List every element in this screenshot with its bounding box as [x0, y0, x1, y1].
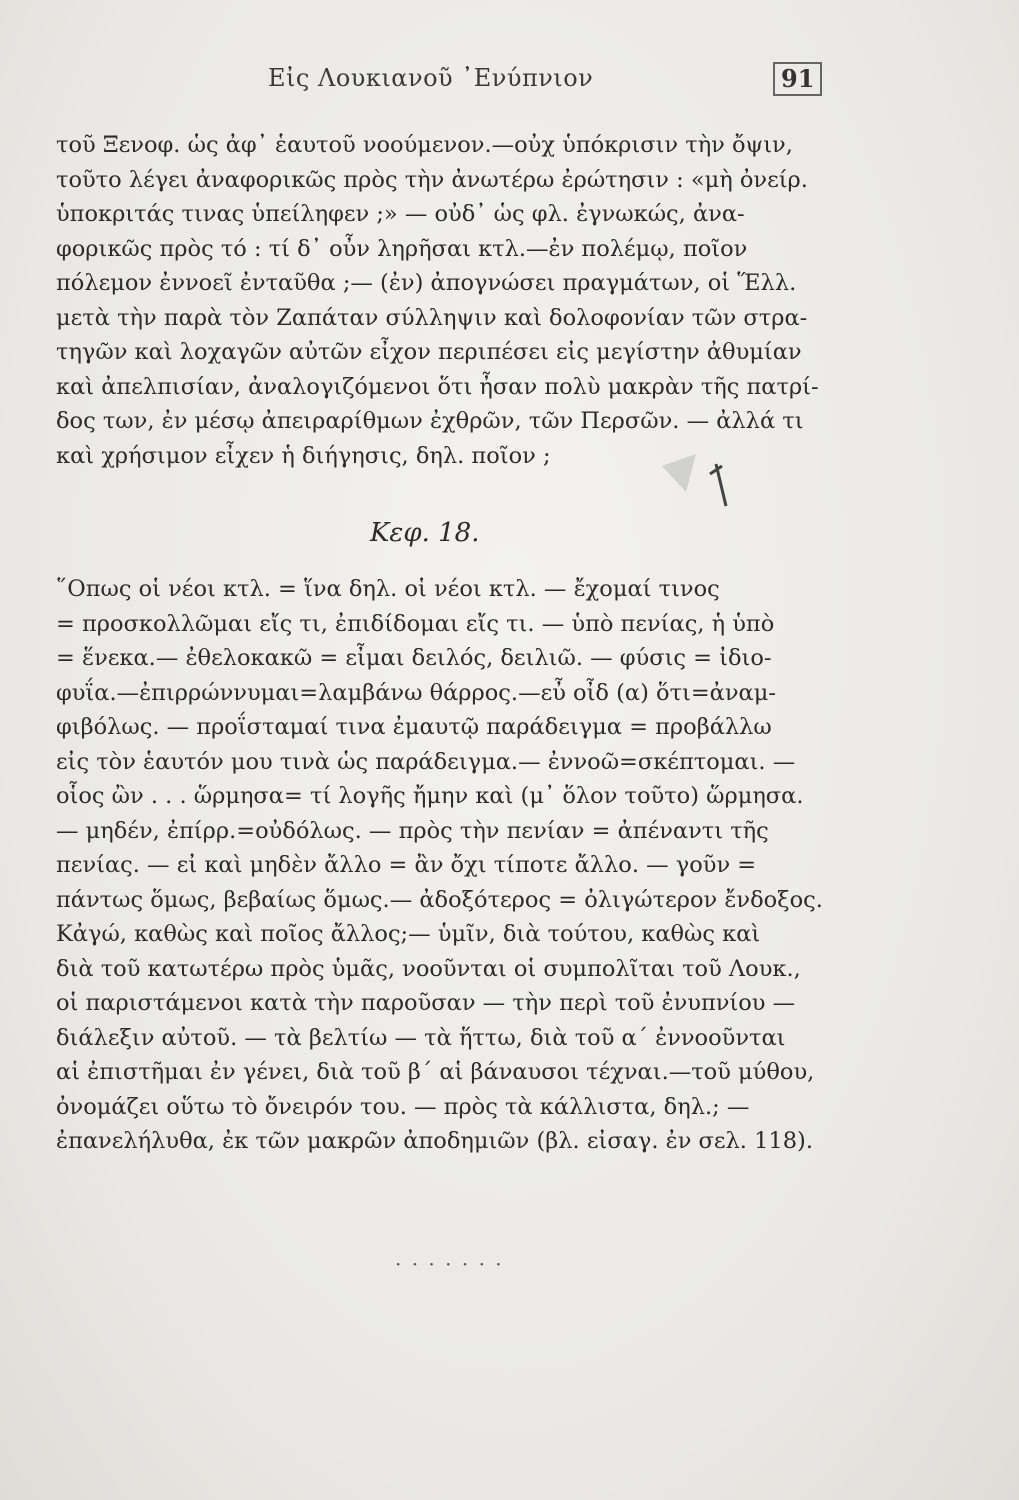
text-line: φιβόλως. — προΐσταμαί τινα ἐμαυτῷ παράδειγμα = προβάλλω: [56, 714, 772, 740]
text-line: εἰς τὸν ἑαυτόν μου τινὰ ὡς παράδειγμα.— ἐννοῶ=σκέπτομαι. —: [56, 748, 796, 775]
text-line: μετὰ τὴν παρὰ τὸν Ζαπάταν σύλληψιν καὶ δολοφονίαν τῶν στρα-: [56, 304, 808, 331]
text-line: οἷος ὢν . . . ὥρμησα= τί λογῆς ἤμην καὶ (μ᾿ ὅλον τοῦτο) ὥρμησα.: [56, 783, 804, 809]
text-line: διάλεξιν αὐτοῦ. — τὰ βελτίω — τὰ ἥττω, διὰ τοῦ α΄ ἐννοοῦνται: [56, 1024, 786, 1051]
text-line: αἱ ἐπιστῆμαι ἐν γένει, διὰ τοῦ β΄ αἱ βάναυσοι τέχναι.—τοῦ μύθου,: [56, 1059, 815, 1085]
text-line: τηγῶν καὶ λοχαγῶν αὐτῶν εἶχον περιπέσει εἰς μεγίστην ἀθυμίαν: [56, 339, 802, 365]
text-line: τοῦ Ξενοφ. ὡς ἀφ᾿ ἑαυτοῦ νοούμενον.—οὐχ ὑπόκρισιν τὴν ὄψιν,: [56, 132, 793, 158]
text-line: πόλεμον ἐννοεῖ ἐνταῦθα ;— (ἐν) ἀπογνώσει πραγμάτων, οἱ Ἕλλ.: [56, 270, 797, 296]
text-line: = προσκολλῶμαι εἴς τι, ἐπιδίδομαι εἴς τι. — ὑπὸ πενίας, ἡ ὑπὸ: [56, 610, 775, 637]
section-2-text: [56, 572, 828, 1159]
running-head: [0, 62, 1019, 102]
text-line: οἱ παριστάμενοι κατὰ τὴν παροῦσαν — τὴν περὶ τοῦ ἐνυπνίου —: [56, 990, 796, 1016]
chapter-heading: Κεφ. 18.: [370, 518, 480, 548]
text-line: — μηδέν, ἐπίρρ.=οὐδόλως. — πρὸς τὴν πενίαν = ἀπέναντι τῆς: [56, 817, 769, 844]
text-line: πενίας. — εἰ καὶ μηδὲν ἄλλο = ἂν ὄχι τίποτε ἄλλο. — γοῦν =: [56, 852, 757, 878]
section-1-text: [56, 128, 828, 473]
text-line: δος των, ἐν μέσῳ ἀπειραρίθμων ἐχθρῶν, τῶν Περσῶν. — ἀλλά τι: [56, 408, 804, 434]
page-number: 91: [773, 62, 822, 96]
text-line: = ἕνεκα.— ἐθελοκακῶ = εἶμαι δειλός, δειλιῶ. — φύσις = ἰδιο-: [56, 645, 772, 671]
text-line: φορικῶς πρὸς τό : τί δ᾿ οὖν ληρῆσαι κτλ.—ἐν πολέμῳ, ποῖον: [56, 235, 748, 262]
text-line: ὑποκριτάς τινας ὑπείληφεν ;» — οὐδ᾿ ὡς φλ. ἐγνωκώς, ἀνα-: [56, 201, 745, 227]
text-line: τοῦτο λέγει ἀναφορικῶς πρὸς τὴν ἀνωτέρω ἐρώτησιν : «μὴ ὀνείρ.: [56, 166, 808, 193]
text-line: Κἀγώ, καθὼς καὶ ποῖος ἄλλος;— ὑμῖν, διὰ τούτου, καθὼς καὶ: [56, 921, 761, 947]
text-line: καὶ ἀπελπισίαν, ἀναλογιζόμενοι ὅτι ἦσαν πολὺ μακρὰν τῆς πατρί-: [56, 373, 819, 400]
text-line: πάντως ὅμως, βεβαίως ὅμως.— ἀδοξότερος = ὀλιγώτερον ἔνδοξος.: [56, 886, 823, 913]
text-line: διὰ τοῦ κατωτέρω πρὸς ὑμᾶς, νοοῦνται οἱ συμπολῖται τοῦ Λουκ.,: [56, 955, 801, 982]
end-ornament: · · · · · · ·: [395, 1252, 504, 1276]
text-line: ἐπανελήλυθα, ἐκ τῶν μακρῶν ἀποδημιῶν (βλ. εἰσαγ. ἐν σελ. 118).: [56, 1128, 813, 1154]
text-line: φυΐα.—ἐπιρρώννυμαι=λαμβάνω θάρρος.—εὖ οἶδ (α) ὅτι=ἀναμ-: [56, 679, 776, 706]
text-line: ὀνομάζει οὕτω τὸ ὄνειρόν του. — πρὸς τὰ κάλλιστα, δηλ.; —: [56, 1093, 750, 1120]
ink-stamp-mark: [656, 446, 742, 512]
running-title: Εἰς Λουκιανοῦ ᾿Ενύπνιον: [268, 64, 594, 92]
text-line: ῞Οπως οἱ νέοι κτλ. = ἵνα δηλ. οἱ νέοι κτλ. — ἔχομαί τινος: [56, 576, 720, 602]
text-line: καὶ χρήσιμον εἶχεν ἡ διήγησις, δηλ. ποῖον ;: [56, 442, 551, 469]
